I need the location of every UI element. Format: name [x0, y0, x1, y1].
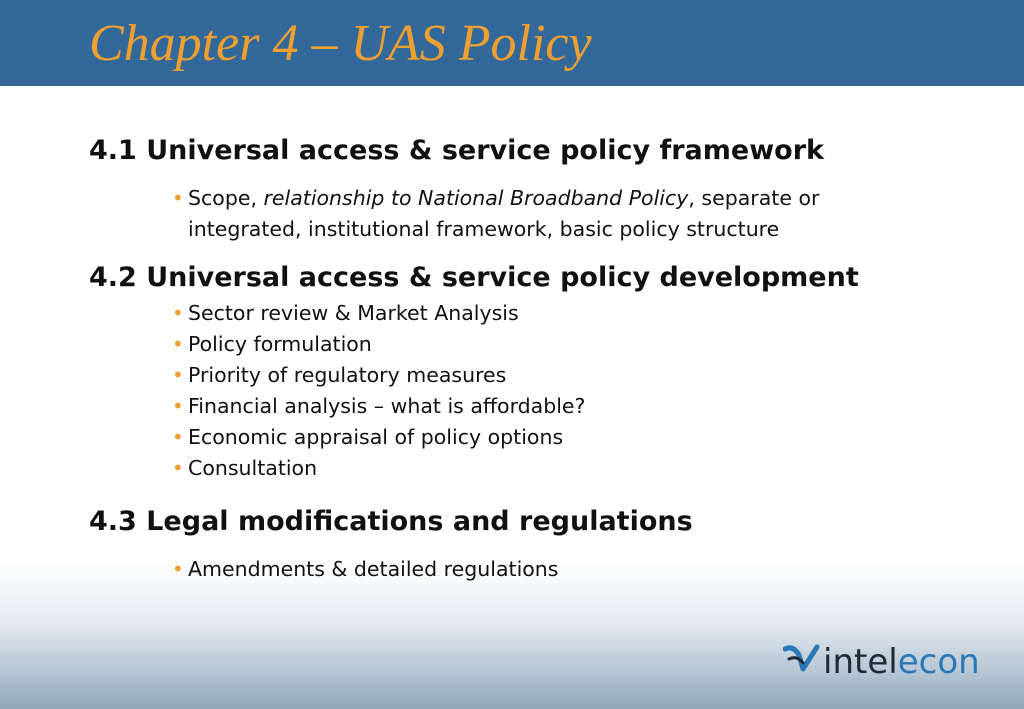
section-heading-4-3: 4.3 Legal modifications and regulations: [89, 506, 693, 537]
list-item: [172, 554, 558, 585]
bullet-icon: •: [172, 186, 184, 210]
section-4-2-bullet-list: [172, 298, 585, 484]
logo-mark-icon: [783, 641, 821, 686]
logo-text-intel: intel: [823, 642, 898, 682]
bullet-text: Economic appraisal of policy options: [188, 425, 564, 449]
list-item: [172, 298, 585, 329]
bullet-text: Financial analysis – what is affordable?: [188, 394, 586, 418]
bullet-icon: •: [172, 301, 184, 325]
bullet-text-suffix: , separate or: [688, 186, 820, 210]
list-item: [172, 453, 585, 484]
list-item: [172, 329, 585, 360]
section-heading-4-1: 4.1 Universal access & service policy framework: [89, 135, 824, 166]
section-4-3-bullet-list: [172, 554, 558, 585]
bullet-icon: •: [172, 332, 184, 356]
bullet-icon: •: [172, 456, 184, 480]
bullet-text-prefix: Scope,: [188, 186, 264, 210]
bullet-icon: •: [172, 557, 184, 581]
bullet-text: Policy formulation: [188, 332, 372, 356]
logo-text-econ: econ: [897, 642, 980, 682]
list-item: [172, 360, 585, 391]
list-item: [172, 422, 585, 453]
bullet-icon: •: [172, 394, 184, 418]
bullet-text: Amendments & detailed regulations: [188, 557, 559, 581]
bullet-text-line2: integrated, institutional framework, basic policy structure: [188, 217, 780, 241]
bullet-icon: •: [172, 425, 184, 449]
section-4-1-bullet-list: [172, 183, 819, 245]
bullet-icon: •: [172, 363, 184, 387]
bullet-text: Consultation: [188, 456, 318, 480]
bullet-text: Sector review & Market Analysis: [188, 301, 519, 325]
intelecon-logo: [783, 640, 980, 684]
section-heading-4-2: 4.2 Universal access & service policy development: [89, 262, 859, 293]
list-item: [172, 391, 585, 422]
bullet-text-italic: relationship to National Broadband Policy: [263, 186, 689, 210]
list-item: [172, 183, 819, 245]
slide-title: Chapter 4 – UAS Policy: [89, 15, 592, 72]
bullet-text: Priority of regulatory measures: [188, 363, 507, 387]
